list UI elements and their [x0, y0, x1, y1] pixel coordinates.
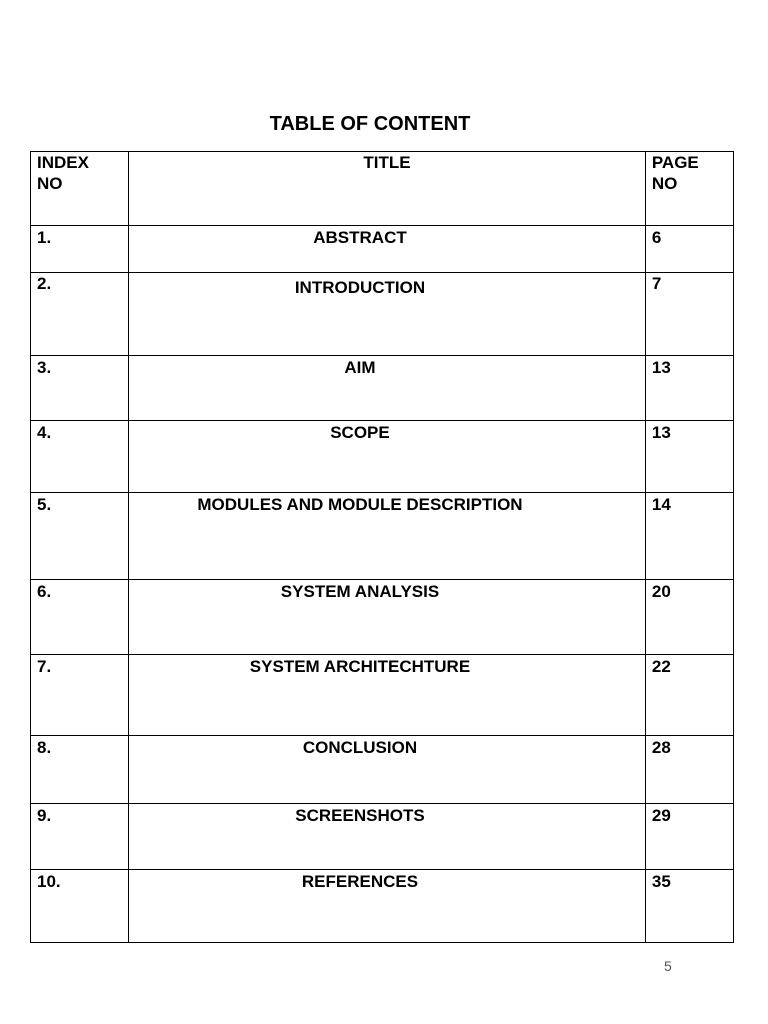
row-page: 7 [645, 273, 733, 356]
row-page: 29 [645, 804, 733, 870]
page-number: 5 [664, 958, 672, 974]
table-row [31, 226, 734, 273]
header-index: INDEX NO [31, 152, 129, 226]
table-row [31, 804, 734, 870]
page-title: TABLE OF CONTENT [269, 113, 471, 135]
row-page: 35 [645, 870, 733, 943]
header-title: TITLE [129, 152, 646, 226]
table-row [31, 736, 734, 804]
row-index: 3. [31, 356, 129, 421]
row-title: SCREENSHOTS [129, 804, 646, 870]
table-row [31, 580, 734, 655]
row-title: REFERENCES [129, 870, 646, 943]
row-index: 4. [31, 421, 129, 493]
row-title: AIM [129, 356, 646, 421]
row-page: 13 [645, 421, 733, 493]
table-row [31, 421, 734, 493]
row-index: 9. [31, 804, 129, 870]
row-title: SCOPE [129, 421, 646, 493]
row-index: 8. [31, 736, 129, 804]
row-title: ABSTRACT [129, 226, 646, 273]
row-page: 14 [645, 493, 733, 580]
table-row [31, 273, 734, 356]
row-page: 13 [645, 356, 733, 421]
row-index: 6. [31, 580, 129, 655]
table-header-row [31, 152, 734, 226]
row-title: CONCLUSION [129, 736, 646, 804]
row-page: 22 [645, 655, 733, 736]
row-page: 6 [645, 226, 733, 273]
table-of-contents [30, 151, 734, 943]
row-title: SYSTEM ANALYSIS [129, 580, 646, 655]
row-title: INTRODUCTION [129, 273, 646, 356]
table-row [31, 655, 734, 736]
table-row [31, 870, 734, 943]
row-title: MODULES AND MODULE DESCRIPTION [129, 493, 646, 580]
row-index: 7. [31, 655, 129, 736]
row-index: 5. [31, 493, 129, 580]
row-index: 10. [31, 870, 129, 943]
row-page: 20 [645, 580, 733, 655]
row-index: 2. [31, 273, 129, 356]
header-page: PAGE NO [645, 152, 733, 226]
table-row [31, 356, 734, 421]
row-index: 1. [31, 226, 129, 273]
table-row [31, 493, 734, 580]
row-title: SYSTEM ARCHITECHTURE [129, 655, 646, 736]
row-page: 28 [645, 736, 733, 804]
